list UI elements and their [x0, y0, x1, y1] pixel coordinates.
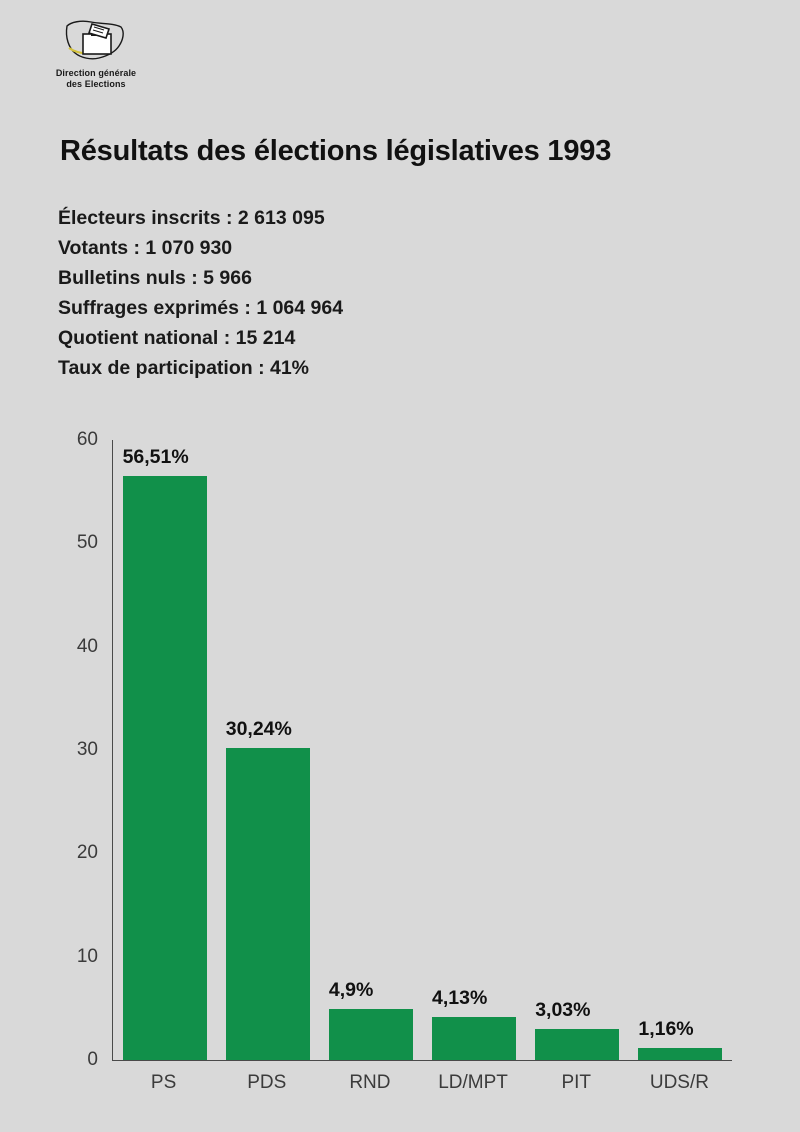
bar	[225, 717, 310, 1060]
y-tick-label: 40	[76, 635, 98, 657]
y-tick-label: 20	[76, 842, 98, 864]
x-tick-label: PIT	[561, 1072, 592, 1093]
logo-line-1: Direction générale	[55, 68, 137, 78]
y-tick-label: 30	[76, 739, 98, 760]
bar	[122, 446, 207, 1060]
bar-column	[216, 440, 319, 1060]
bar-value-label: 4,13%	[432, 987, 488, 1010]
results-bar-chart	[0, 420, 800, 1093]
bar-column	[423, 440, 526, 1060]
logo-line-2: des Elections	[66, 79, 126, 90]
x-axis-line	[112, 1060, 732, 1061]
y-tick-label: 10	[76, 945, 98, 967]
y-tick-label: 0	[87, 1049, 98, 1070]
x-tick-label: RND	[349, 1072, 391, 1093]
y-tick-label: 50	[76, 532, 98, 554]
bar-column	[320, 440, 423, 1060]
bar	[432, 987, 516, 1060]
stat-national-quotient: Quotient national : 15 214	[58, 327, 296, 349]
stat-null-ballots: Bulletins nuls : 5 966	[58, 267, 252, 289]
x-tick-label: PDS	[247, 1072, 287, 1093]
x-tick-label: PS	[150, 1072, 177, 1093]
bar	[638, 1018, 722, 1060]
bar-series	[113, 440, 732, 1060]
election-summary	[58, 203, 343, 383]
logo	[36, 18, 156, 91]
bar-column	[629, 440, 732, 1060]
bar	[328, 979, 413, 1060]
bar	[535, 998, 619, 1060]
x-tick-label: UDS/R	[649, 1072, 709, 1093]
bar-column	[113, 440, 216, 1060]
stat-registered-voters: Électeurs inscrits : 2 613 095	[58, 207, 325, 229]
stat-voters: Votants : 1 070 930	[58, 237, 233, 259]
y-tick-label: 60	[76, 429, 98, 450]
bar-value-label: 4,9%	[328, 979, 374, 1002]
bar-value-label: 56,51%	[122, 446, 189, 469]
ballot-box-map-icon	[61, 18, 131, 64]
x-tick-label: LD/MPT	[438, 1072, 508, 1093]
page-title: Résultats des élections législatives 1993	[60, 135, 612, 167]
bar-value-label: 30,24%	[225, 717, 292, 740]
bar-value-label: 1,16%	[638, 1018, 694, 1041]
bar-column	[526, 440, 629, 1060]
bar-value-label: 3,03%	[535, 998, 591, 1021]
stat-valid-votes: Suffrages exprimés : 1 064 964	[58, 297, 344, 319]
stat-turnout: Taux de participation : 41%	[58, 357, 310, 379]
